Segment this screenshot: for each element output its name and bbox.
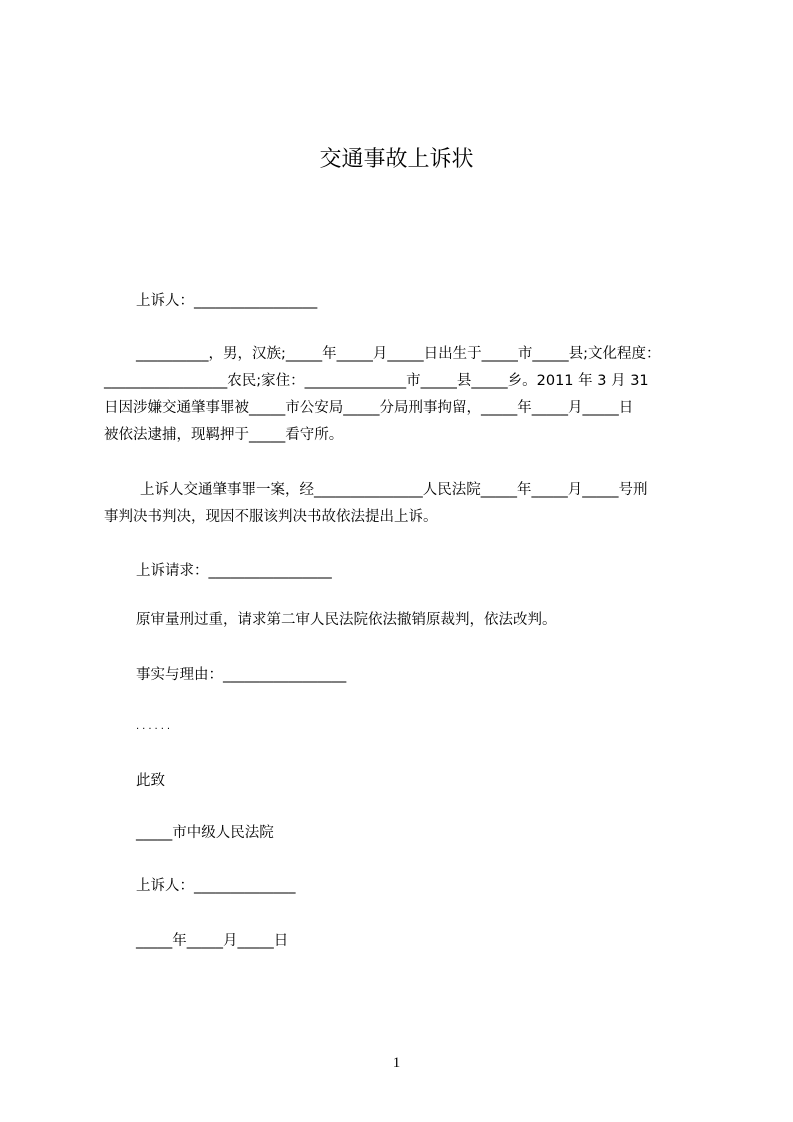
date-line: _____年_____月_____日 [136, 933, 289, 949]
paragraph-line: 事判决书判决，现因不服该判决书故依法提出上诉。 [104, 509, 438, 525]
ellipsis: ...... [136, 721, 174, 732]
document-title: 交通事故上诉状 [319, 147, 474, 172]
paragraph-line: _________________农民;家住：______________市_____县_____乡。2011 年 3 月 31 [104, 373, 649, 389]
paragraph-line: 上诉人交通肇事罪一案，经_______________人民法院_____年_____月_____号刑 [140, 482, 648, 498]
facts-reasons-line: 事实与理由：_________________ [136, 667, 347, 683]
salutation: 此致 [136, 773, 165, 789]
court-line: _____市中级人民法院 [136, 825, 274, 841]
paragraph-line: __________，男，汉族;_____年_____月_____日出生于_____市_____县;文化程度： [136, 346, 661, 362]
paragraph-line: 被依法逮捕，现羁押于_____看守所。 [104, 427, 344, 443]
appellant-line: 上诉人：_________________ [136, 293, 318, 309]
appeal-request-line: 上诉请求：_________________ [136, 563, 332, 579]
signature-line: 上诉人：______________ [136, 878, 296, 894]
page-number: 1 [392, 1055, 401, 1071]
paragraph-line: 日因涉嫌交通肇事罪被_____市公安局_____分局刑事拘留，_____年_____月_____日 [104, 400, 634, 416]
paragraph-line: 原审量刑过重，请求第二审人民法院依法撤销原裁判，依法改判。 [136, 612, 557, 628]
